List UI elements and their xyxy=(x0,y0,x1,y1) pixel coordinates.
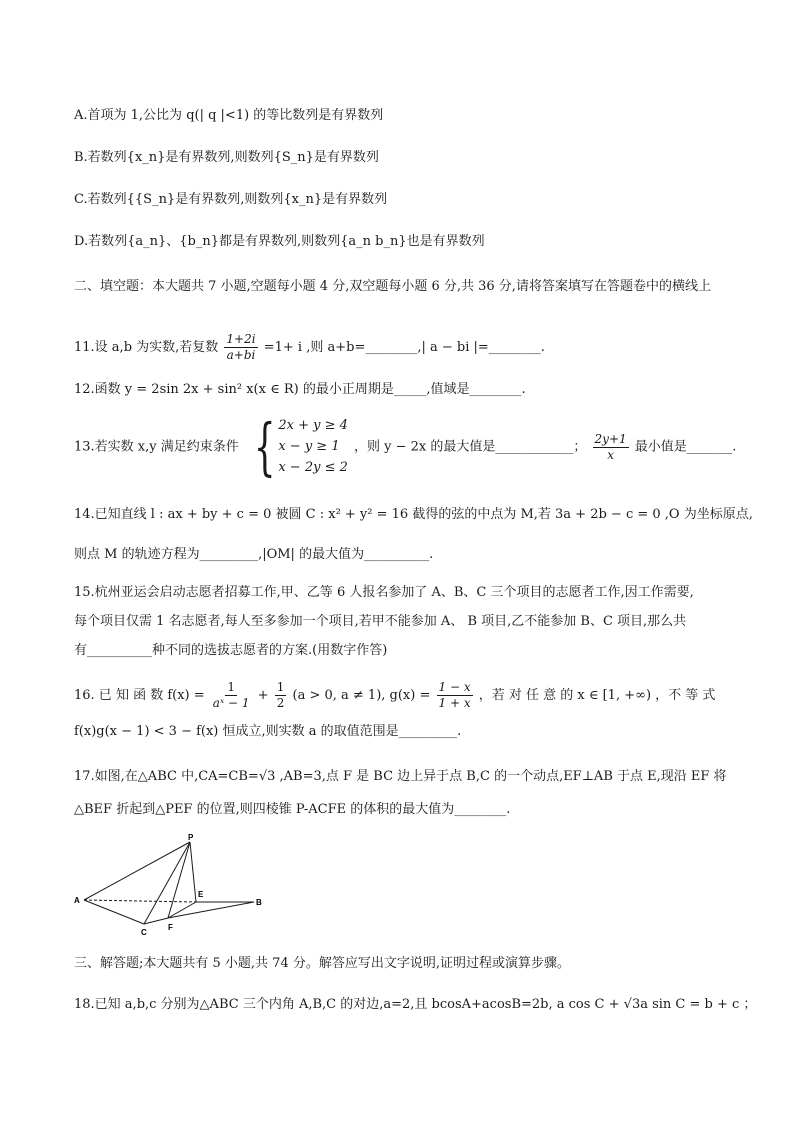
q13-text-c: 最小值是_______. xyxy=(634,439,737,455)
q13-brace: { xyxy=(253,410,276,483)
pyramid-figure xyxy=(72,832,272,942)
q16-plus: + xyxy=(257,688,269,703)
label-B: B xyxy=(256,898,262,907)
question-12: 12.函数 y = 2sin 2x + sin² x(x ∈ R) 的最小正周期是_____,值域是________. xyxy=(74,382,526,397)
q16-denominator-1: aˣ − 1 xyxy=(212,696,250,710)
question-13 xyxy=(74,410,737,483)
label-E: E xyxy=(198,890,204,899)
q16-fraction-3 xyxy=(437,680,473,711)
q13-numerator: 2y+1 xyxy=(594,431,627,446)
q11-numerator: 1+2i xyxy=(226,332,256,346)
label-P: P xyxy=(188,833,194,842)
q11-text-a: 11.设 a,b 为实数,若复数 xyxy=(74,340,219,355)
question-16-line1 xyxy=(74,680,715,711)
q13-text-a: 13.若实数 x,y 满足约束条件 xyxy=(74,439,239,455)
q16-fraction-1 xyxy=(211,680,252,711)
option-a: A.首项为 1,公比为 q(| q |<1) 的等比数列是有界数列 xyxy=(74,108,384,123)
q16-denominator-3: 1 + x xyxy=(438,696,471,710)
q13-constraint-3: x − 2y ≤ 2 xyxy=(278,460,348,475)
question-16-line2: f(x)g(x − 1) < 3 − f(x) 恒成立,则实数 a 的取值范围是_________. xyxy=(74,724,462,739)
question-17-line2: △BEF 折起到△PEF 的位置,则四棱锥 P-ACFE 的体积的最大值为________. xyxy=(74,802,511,817)
label-F: F xyxy=(168,923,173,932)
label-A: A xyxy=(74,896,80,905)
q16-denominator-2: 2 xyxy=(276,696,285,710)
q16-text-c: ，若 对 任 意 的 x ∈ [1, +∞) ，不 等 式 xyxy=(478,688,716,703)
question-18: 18.已知 a,b,c 分别为△ABC 三个内角 A,B,C 的对边,a=2,且 bcosA+acosB=2b, a cos C + √3a sin C = b + c ； xyxy=(74,997,757,1012)
q13-constraint-1: 2x + y ≥ 4 xyxy=(278,418,348,433)
question-15-line2: 每个项目仅需 1 名志愿者,每人至多参加一个项目,若甲不能参加 A、 B 项目,乙不能参加 B、C 项目,那么共 xyxy=(74,614,687,629)
q16-fraction-2 xyxy=(275,680,287,711)
q13-denominator: x xyxy=(607,447,614,462)
edge-AC xyxy=(84,900,144,924)
q13-constraint-2: x − y ≥ 1 xyxy=(278,439,340,454)
question-14-line1: 14.已知直线 l : ax + by + c = 0 被圆 C : x² + y² = 16 截得的弦的中点为 M,若 3a + 2b − c = 0 ,O 为坐标原点, xyxy=(74,507,753,522)
edge-CF xyxy=(144,918,168,924)
edge-PF xyxy=(168,842,190,918)
question-11 xyxy=(74,332,545,363)
q16-numerator-2: 1 xyxy=(276,680,285,694)
section3-title: 三、解答题;本大题共有 5 小题,共 74 分。解答应写出文字说明,证明过程或演算步骤。 xyxy=(74,956,570,971)
q13-text-b: ，则 y − 2x 的最大值是____________； xyxy=(354,439,587,455)
q16-numerator-1: 1 xyxy=(227,680,235,694)
edge-AE-hidden xyxy=(84,900,196,902)
option-c: C.若数列{{S_n}是有界数列,则数列{x_n}是有界数列 xyxy=(74,192,388,207)
option-b: B.若数列{x_n}是有界数列,则数列{S_n}是有界数列 xyxy=(74,150,379,165)
option-d: D.若数列{a_n}、{b_n}都是有界数列,则数列{a_n b_n}也是有界数列 xyxy=(74,234,485,249)
edge-PE xyxy=(190,842,196,902)
edge-FB xyxy=(168,902,254,918)
q11-text-b: =1+ i ,则 a+b=________,| a − bi |=________. xyxy=(263,340,545,355)
section2-title: 二、填空题：本大题共 7 小题,空题每小题 4 分,双空题每小题 6 分,共 36 分,请将答案填写在答题卷中的横线上 xyxy=(74,279,711,294)
question-15-line3: 有__________种不同的选拔志愿者的方案.(用数字作答) xyxy=(74,643,388,658)
q16-text-b: (a > 0, a ≠ 1), g(x) = xyxy=(292,688,431,703)
q13-fraction xyxy=(593,432,629,463)
q13-constraint-system xyxy=(245,410,348,483)
q16-numerator-3: 1 − x xyxy=(438,680,471,694)
label-C: C xyxy=(141,928,147,937)
q16-text-a: 16. 已 知 函 数 f(x) = xyxy=(74,688,205,703)
q11-denominator: a+bi xyxy=(226,348,256,362)
question-14-line2: 则点 M 的轨迹方程为_________,|OM| 的最大值为__________. xyxy=(74,547,434,562)
question-15-line1: 15.杭州亚运会启动志愿者招募工作,甲、乙等 6 人报名参加了 A、B、C 三个项目的志愿者工作,因工作需要, xyxy=(74,585,694,600)
question-17-line1: 17.如图,在△ABC 中,CA=CB=√3 ,AB=3,点 F 是 BC 边上异于点 B,C 的一个动点,EF⊥AB 于点 E,现沿 EF 将 xyxy=(74,769,727,784)
q11-fraction xyxy=(224,332,257,363)
